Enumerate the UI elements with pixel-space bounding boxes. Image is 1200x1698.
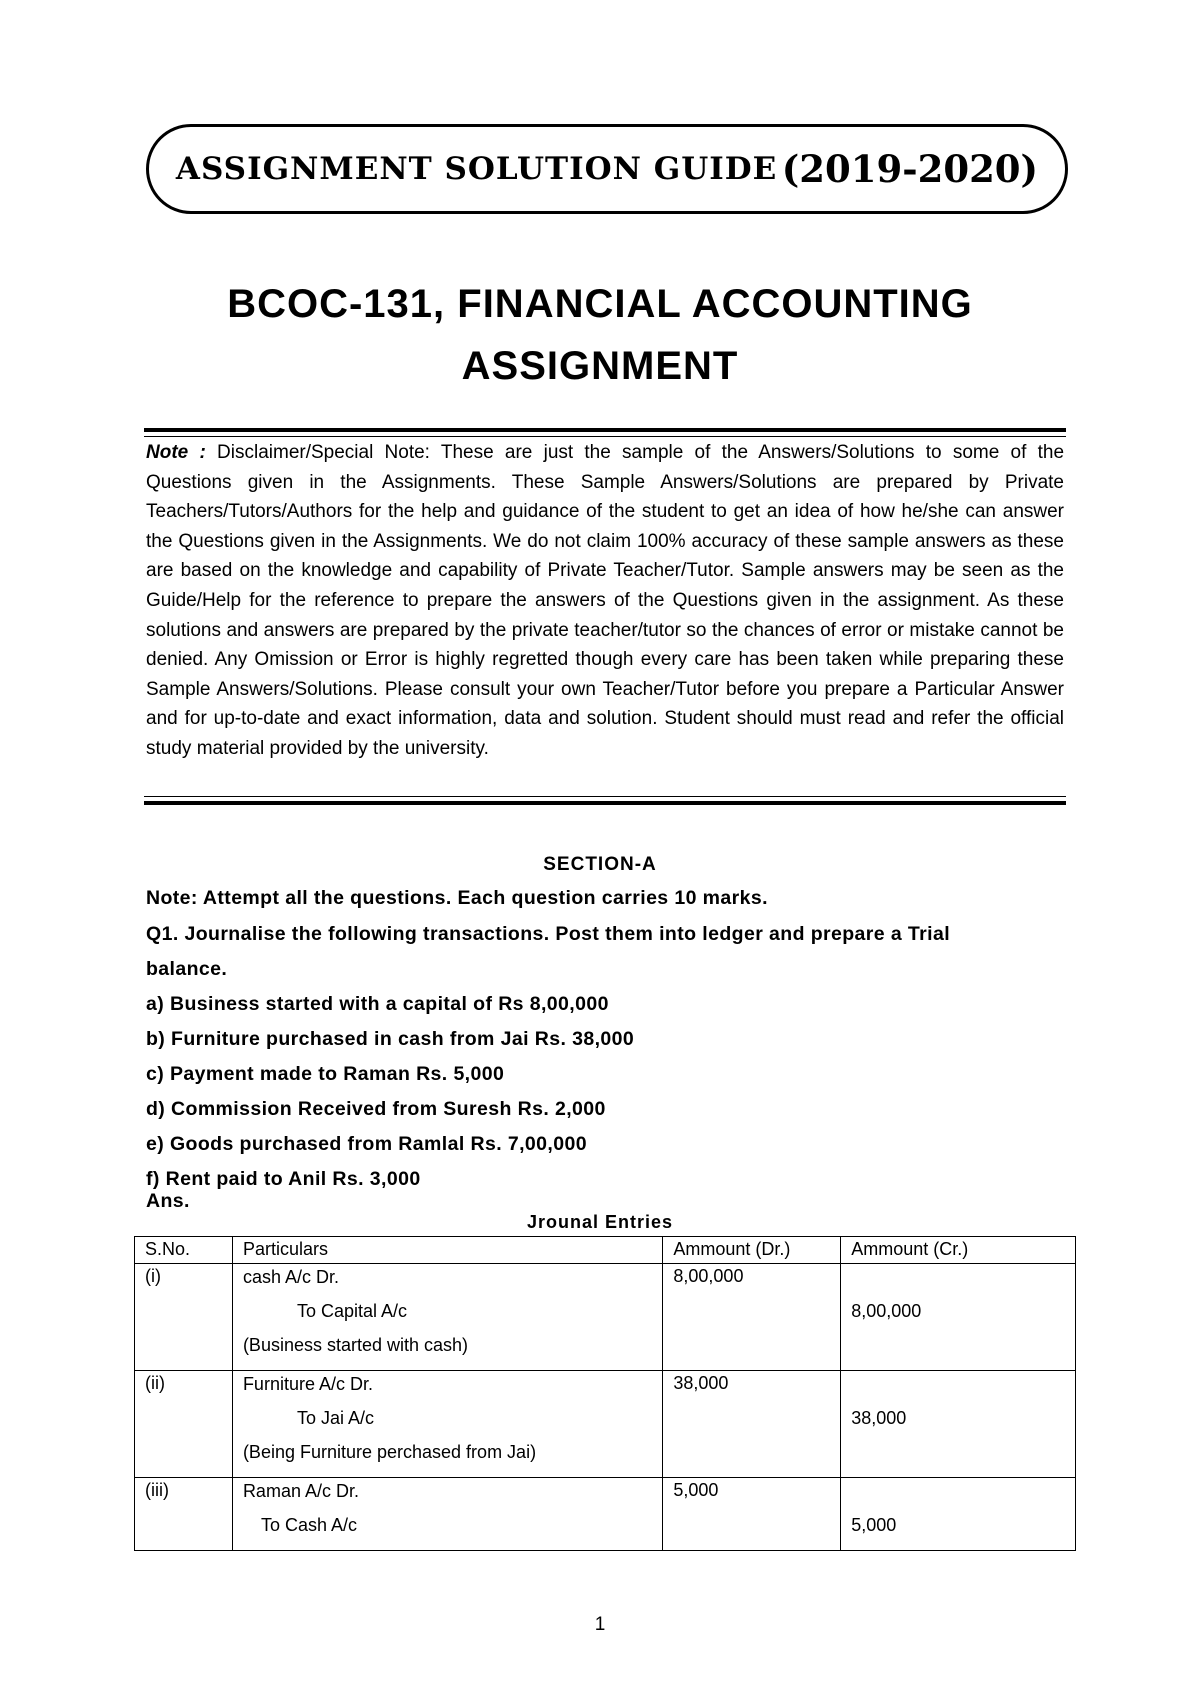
divider-bottom-thick [144, 801, 1066, 805]
debit-account: cash A/c Dr. [242, 1267, 339, 1287]
section-title: SECTION-A [543, 854, 657, 875]
header-particulars: Particulars [232, 1237, 662, 1264]
header-amount-cr: Ammount (Cr.) [841, 1237, 1076, 1264]
credit-amount: 5,000 [851, 1515, 897, 1535]
cell-amount-cr [841, 1478, 1076, 1551]
credit-amount: 38,000 [851, 1408, 907, 1428]
narration: (Business started with cash) [242, 1335, 469, 1355]
narration: (Being Furniture perchased from Jai) [242, 1442, 537, 1462]
question-item: a) Business started with a capital of Rs 8,00,000 [146, 993, 609, 1015]
question-item: d) Commission Received from Suresh Rs. 2,000 [146, 1098, 606, 1120]
header-sno: S.No. [135, 1237, 233, 1264]
note-text: Disclaimer/Special Note: These are just the sample of the Answers/Solutions to some of the Questions given in the Assignments. These Sample Answers/Solutions are prepared by Private Teachers/Tutors/Authors for the help and guidance of the student to get an idea of how he/she can answer the Questions given in the Assignments. We do not claim 100% accuracy of these sample answers as these are based on the knowledge and capability of Private Teacher/Tutor. Sample answers may be seen as the Guide/Help for the reference to prepare the answers of the Questions given in the assignment. As these solutions and answers are prepared by the private teacher/tutor so the chances of error or mistake cannot be denied. Any Omission or Error is highly regretted though every care has been taken while preparing these Sample Answers/Solutions. Please consult your own Teacher/Tutor before you prepare a Particular Answer and for up-to-date and exact information, data and solution. Student should must read and refer the official study material provided by the university. [146, 442, 1065, 759]
question-1-line2: balance. [146, 958, 228, 980]
credit-account: To Jai A/c [296, 1408, 374, 1428]
question-item: c) Payment made to Raman Rs. 5,000 [146, 1063, 505, 1085]
divider-top-thick [144, 428, 1066, 432]
journal-caption: Jrounal Entries [526, 1212, 674, 1232]
credit-amount: 8,00,000 [851, 1301, 922, 1321]
cell-particulars [232, 1264, 662, 1371]
table-row [135, 1264, 1076, 1371]
cell-sno: (iii) [135, 1478, 233, 1551]
cell-amount-dr: 38,000 [663, 1371, 841, 1478]
banner-text: ASSIGNMENT SOLUTION GUIDE [175, 151, 778, 187]
question-1-line1: Q1. Journalise the following transactions. Post them into ledger and prepare a Trial [146, 923, 951, 945]
cell-particulars [232, 1478, 662, 1551]
document-title-line2: ASSIGNMENT [461, 344, 739, 388]
credit-account: To Capital A/c [296, 1301, 407, 1321]
cell-sno: (ii) [135, 1371, 233, 1478]
cell-amount-dr: 8,00,000 [663, 1264, 841, 1371]
cell-amount-dr: 5,000 [663, 1478, 841, 1551]
divider-bottom-thin [144, 796, 1066, 797]
title-banner [146, 124, 1068, 214]
disclaimer-note [146, 438, 1064, 764]
note-label: Note : [146, 442, 206, 463]
question-item: b) Furniture purchased in cash from Jai Rs. 38,000 [146, 1028, 635, 1050]
table-header-row [135, 1237, 1076, 1264]
answer-label: Ans. [146, 1190, 190, 1212]
question-item: f) Rent paid to Anil Rs. 3,000 [146, 1168, 421, 1190]
table-row [135, 1371, 1076, 1478]
debit-account: Furniture A/c Dr. [242, 1374, 373, 1394]
credit-account: To Cash A/c [260, 1515, 357, 1535]
section-instruction: Note: Attempt all the questions. Each question carries 10 marks. [146, 887, 768, 909]
page-number: 1 [594, 1614, 606, 1635]
header-amount-dr: Ammount (Dr.) [663, 1237, 841, 1264]
cell-particulars [232, 1371, 662, 1478]
banner-year: (2019-2020) [781, 147, 1039, 191]
document-title-line1: BCOC-131, FINANCIAL ACCOUNTING [227, 282, 973, 326]
cell-amount-cr [841, 1371, 1076, 1478]
debit-account: Raman A/c Dr. [242, 1481, 359, 1501]
question-item: e) Goods purchased from Ramlal Rs. 7,00,000 [146, 1133, 587, 1155]
table-row [135, 1478, 1076, 1551]
journal-entries-table [134, 1236, 1076, 1551]
cell-amount-cr [841, 1264, 1076, 1371]
cell-sno: (i) [135, 1264, 233, 1371]
divider-top-thin [144, 436, 1066, 437]
